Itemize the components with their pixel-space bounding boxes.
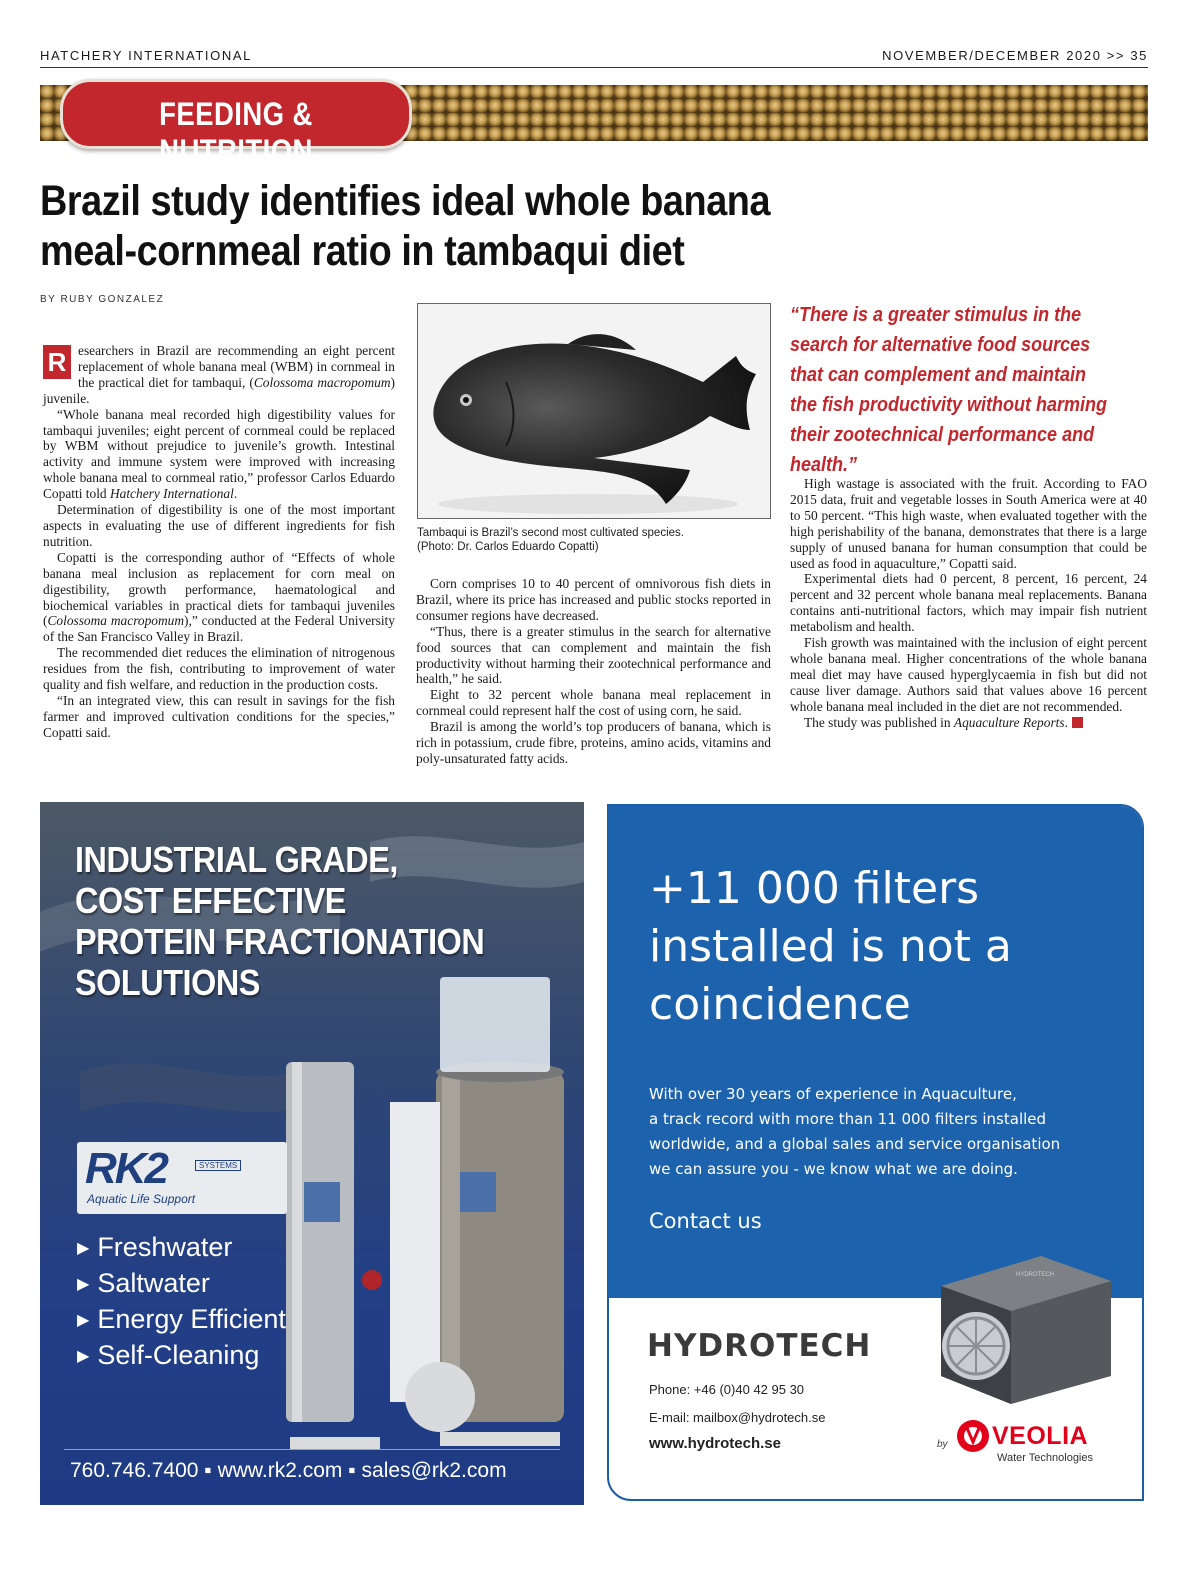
paragraph: Brazil is among the world’s top producers of banana, which is rich in potassium, crude fibre, proteins, amino acids, vitamins and poly-unsaturated fatty acids. bbox=[416, 719, 771, 766]
divider bbox=[64, 1449, 560, 1450]
drum-filter-image bbox=[921, 1226, 1116, 1406]
veolia-by-label: by bbox=[937, 1439, 948, 1450]
article-headline bbox=[40, 176, 797, 276]
rk2-contact-line[interactable]: 760.746.7400 ▪ www.rk2.com ▪ sales@rk2.com bbox=[70, 1459, 507, 1482]
headline-line-1: Brazil study identifies ideal whole banana bbox=[40, 177, 771, 225]
paragraph: “Whole banana meal recorded high digestibility values for tambaqui juveniles; eight percent of cornmeal could be replaced by WBM without prejudice to juvenile’s growth. Intestinal activity and immune system were improved with increasing whole banana meal to cornmeal ratio,” professor Carlos Eduardo Copatti told Hatchery International. bbox=[43, 406, 395, 502]
contact-us-link[interactable]: Contact us bbox=[649, 1209, 762, 1233]
rk2-logo: RK2 SYSTEMS Aquatic Life Support bbox=[77, 1142, 287, 1214]
publication-name: HATCHERY INTERNATIONAL bbox=[40, 48, 252, 63]
dropcap: R bbox=[43, 345, 71, 379]
issue-and-page: NOVEMBER/DECEMBER 2020 >> 35 bbox=[882, 48, 1148, 63]
paragraph: Fish growth was maintained with the inclusion of eight percent whole banana meal. Higher concentrations of the whole banana meal diet may have caused hyperglycaemia in fish but did not cause liver damage. Authors said that values above 16 percent whole banana meal included in the diet are not recommended. bbox=[790, 635, 1147, 714]
hydrotech-website-link[interactable]: www.hydrotech.se bbox=[649, 1435, 781, 1452]
list-item: ▶ Self-Cleaning bbox=[77, 1338, 286, 1374]
article-column-1 bbox=[43, 343, 395, 741]
list-item: ▶ Energy Efficient bbox=[77, 1302, 286, 1338]
section-tab bbox=[60, 79, 412, 169]
bullet-arrow-icon: ▶ bbox=[77, 1276, 90, 1293]
rk2-headline: INDUSTRIAL GRADE, COST EFFECTIVE PROTEIN FRACTIONATION SOLUTIONS bbox=[75, 839, 485, 1003]
bullet-arrow-icon: ▶ bbox=[77, 1348, 90, 1365]
article-column-3 bbox=[790, 476, 1147, 731]
pull-quote: “There is a greater stimulus in the search for alternative food sources that can complement and maintain the fish productivity without harming their zootechnical performance and health.” bbox=[790, 304, 1107, 476]
paragraph: The study was published in Aquaculture Reports. bbox=[790, 715, 1147, 731]
bullet-arrow-icon: ▶ bbox=[77, 1240, 90, 1257]
paragraph: “Thus, there is a greater stimulus in the search for alternative food sources that can complement and maintain the fish productivity without harming their zootechnical performance and health,” he said. bbox=[416, 623, 771, 687]
hydrotech-headline: +11 000 filters installed is not a coincidence bbox=[649, 863, 1012, 1030]
svg-text:HYDROTECH: HYDROTECH bbox=[1016, 1272, 1055, 1278]
rk2-feature-list bbox=[77, 1230, 286, 1374]
page-header bbox=[40, 48, 1148, 68]
paragraph: R esearchers in Brazil are recommending an eight percent replacement of whole banana meal (WBM) in cornmeal in the practical diet for tambaqui, (Colossoma macropomum) juvenile. bbox=[43, 343, 395, 406]
article-column-2 bbox=[416, 576, 771, 767]
paragraph: Determination of digestibility is one of the most important aspects in evaluating the use of different ingredients for fish nutrition. bbox=[43, 502, 395, 549]
bullet-arrow-icon: ▶ bbox=[77, 1312, 90, 1329]
hydrotech-phone[interactable]: Phone: +46 (0)40 42 95 30 bbox=[649, 1382, 805, 1397]
veolia-subtitle: Water Technologies bbox=[997, 1452, 1093, 1464]
hydrotech-advertisement[interactable] bbox=[607, 804, 1144, 1501]
veolia-name: VEOLIA bbox=[992, 1422, 1089, 1450]
paragraph: “In an integrated view, this can result in savings for the fish farmer and improved cultivation conditions for the species,” Copatti said. bbox=[43, 692, 395, 740]
byline: BY RUBY GONZALEZ bbox=[40, 294, 165, 305]
section-label: FEEDING & NUTRITION bbox=[159, 96, 313, 169]
tambaqui-fish-image bbox=[418, 304, 771, 519]
end-of-article-icon bbox=[1072, 717, 1083, 728]
list-item: ▶ Saltwater bbox=[77, 1266, 286, 1302]
hydrotech-email[interactable]: E-mail: mailbox@hydrotech.se bbox=[649, 1410, 826, 1425]
veolia-logo-icon bbox=[955, 1418, 991, 1454]
list-item: ▶ Freshwater bbox=[77, 1230, 286, 1266]
hydrotech-body: With over 30 years of experience in Aquaculture, a track record with more than 11 000 filters installed worldwide, and a global sales and service organisation we can assure you - we know what we are doing. bbox=[649, 1085, 1061, 1178]
tambaqui-photo bbox=[417, 303, 771, 519]
rk2-advertisement[interactable] bbox=[40, 802, 584, 1505]
paragraph: Experimental diets had 0 percent, 8 percent, 16 percent, 24 percent and 32 percent whole banana meal replacements. Banana contains anti-nutritional factors, which may impair fish nutrient metabolism and health. bbox=[790, 571, 1147, 635]
photo-caption: Tambaqui is Brazil’s second most cultivated species. (Photo: Dr. Carlos Eduardo Copatti) bbox=[417, 527, 684, 553]
paragraph: Eight to 32 percent whole banana meal replacement in cornmeal could represent half the cost of using corn, he said. bbox=[416, 687, 771, 719]
hydrotech-logo: HYDROTECH bbox=[647, 1328, 872, 1364]
paragraph: High wastage is associated with the fruit. According to FAO 2015 data, fruit and vegetable losses in South America were at 40 to 50 percent. “This high waste, when evaluated together with the high perishability of the banana, demonstrates that there is a large supply of unused banana for human consumption that could be used as food in aquaculture,” Copatti said. bbox=[790, 476, 1147, 571]
headline-line-2: meal-cornmeal ratio in tambaqui diet bbox=[40, 227, 685, 275]
paragraph: Corn comprises 10 to 40 percent of omnivorous fish diets in Brazil, where its price has increased and public stocks reported in consumer regions have decreased. bbox=[416, 576, 771, 623]
paragraph: Copatti is the corresponding author of “Effects of whole banana meal inclusion as replacement for corn meal on digestibility, growth performance, haematological and biochemical variables in practical diets for tambaqui juveniles (Colossoma macropomum),” conducted at the Federal University of the San Francisco Valley in Brazil. bbox=[43, 549, 395, 645]
paragraph: The recommended diet reduces the elimination of nitrogenous residues from the fish, contributing to improvement of water quality and fish welfare, and reduction in the production costs. bbox=[43, 645, 395, 693]
